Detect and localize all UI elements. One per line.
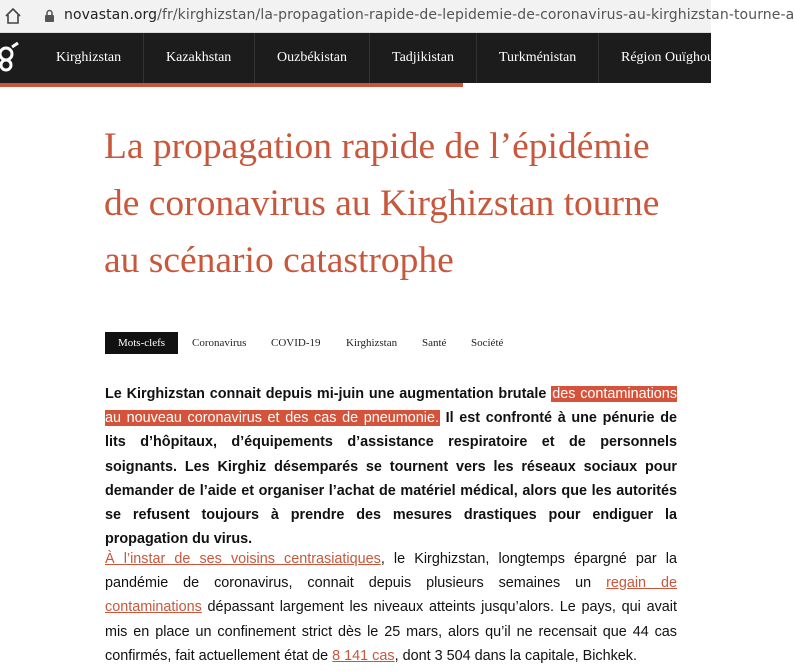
body-text-3: , dont 3 504 dans la capitale, Bichkek. <box>394 647 637 664</box>
link-8141-cas[interactable]: 8 141 cas <box>332 647 395 664</box>
nav-divider <box>598 33 599 83</box>
lead-text-end: Il est confronté à une pénurie de lits d’hôpitaux, d’équipements d’assistance respiratoire et de personnels soignants. Les Kirghiz désemparés se tournent vers les réseaux sociaux pour demander de l’aide et organiser l’achat de matériel médical, alors que les autorités se refusent toujours à prendre des mesures drastiques pour endiguer la propagation du virus. <box>105 410 677 548</box>
nav-item-kazakhstan[interactable]: Kazakhstan <box>166 50 232 65</box>
home-icon[interactable] <box>3 6 23 26</box>
url-field[interactable] <box>64 7 794 23</box>
browser-address-bar <box>0 0 794 33</box>
lead-text-start: Le Kirghizstan connait depuis mi-juin une augmentation brutale <box>105 386 552 402</box>
link-regain-contaminations[interactable]: regain de contaminations <box>105 575 678 616</box>
nav-divider <box>254 33 255 83</box>
novastan-logo-icon[interactable] <box>0 33 22 83</box>
article-body-paragraph <box>105 547 677 668</box>
tags-heading: Mots-clefs <box>105 332 178 354</box>
body-text-2: dépassant largement les niveaux atteints jusqu’alors. Le pays, qui avait mis en place un confinement strict dès le 25 mars, alors qu’il ne recensait que 44 cas confirmés, fait actuellement état de <box>105 599 677 664</box>
nav-item-tadjikistan[interactable]: Tadjikistan <box>392 50 455 65</box>
url-host: novastan.org <box>64 7 158 23</box>
nav-item-kirghizstan[interactable]: Kirghizstan <box>56 50 122 65</box>
article-lead <box>105 382 677 551</box>
nav-item-region-ouighour[interactable]: Région Ouïghour <box>621 50 719 65</box>
nav-divider <box>143 33 144 83</box>
lead-highlight-link[interactable]: des contaminations au nouveau coronavirus et des cas de pneumonie. <box>105 386 678 427</box>
tag-coronavirus[interactable]: Coronavirus <box>192 337 247 349</box>
nav-item-turkmenistan[interactable]: Turkménistan <box>499 50 577 65</box>
body-text-1: , le Kirghizstan, longtemps épargné par la pandémie de coronavirus, connait depuis plusieurs semaines un <box>105 551 677 592</box>
url-path: /fr/kirghizstan/la-propagation-rapide-de-lepidemie-de-coronavirus-au-kirghizstan-tourne-a <box>157 7 794 23</box>
nav-divider <box>369 33 370 83</box>
nav-active-underline <box>0 83 463 87</box>
tag-societe[interactable]: Société <box>471 337 504 349</box>
tag-sante[interactable]: Santé <box>422 337 447 349</box>
tag-covid-19[interactable]: COVID-19 <box>271 337 321 349</box>
article-title: La propagation rapide de l’épidémie de coronavirus au Kirghizstan tourne au scénario catastrophe <box>104 126 660 281</box>
lock-icon[interactable] <box>44 9 55 23</box>
nav-item-ouzbekistan[interactable]: Ouzbékistan <box>277 50 347 65</box>
tag-kirghizstan[interactable]: Kirghizstan <box>346 337 398 349</box>
nav-divider <box>476 33 477 83</box>
site-navigation <box>0 33 719 83</box>
link-voisins-centrasiatiques[interactable]: À l’instar de ses voisins centrasiatiques <box>105 551 381 567</box>
